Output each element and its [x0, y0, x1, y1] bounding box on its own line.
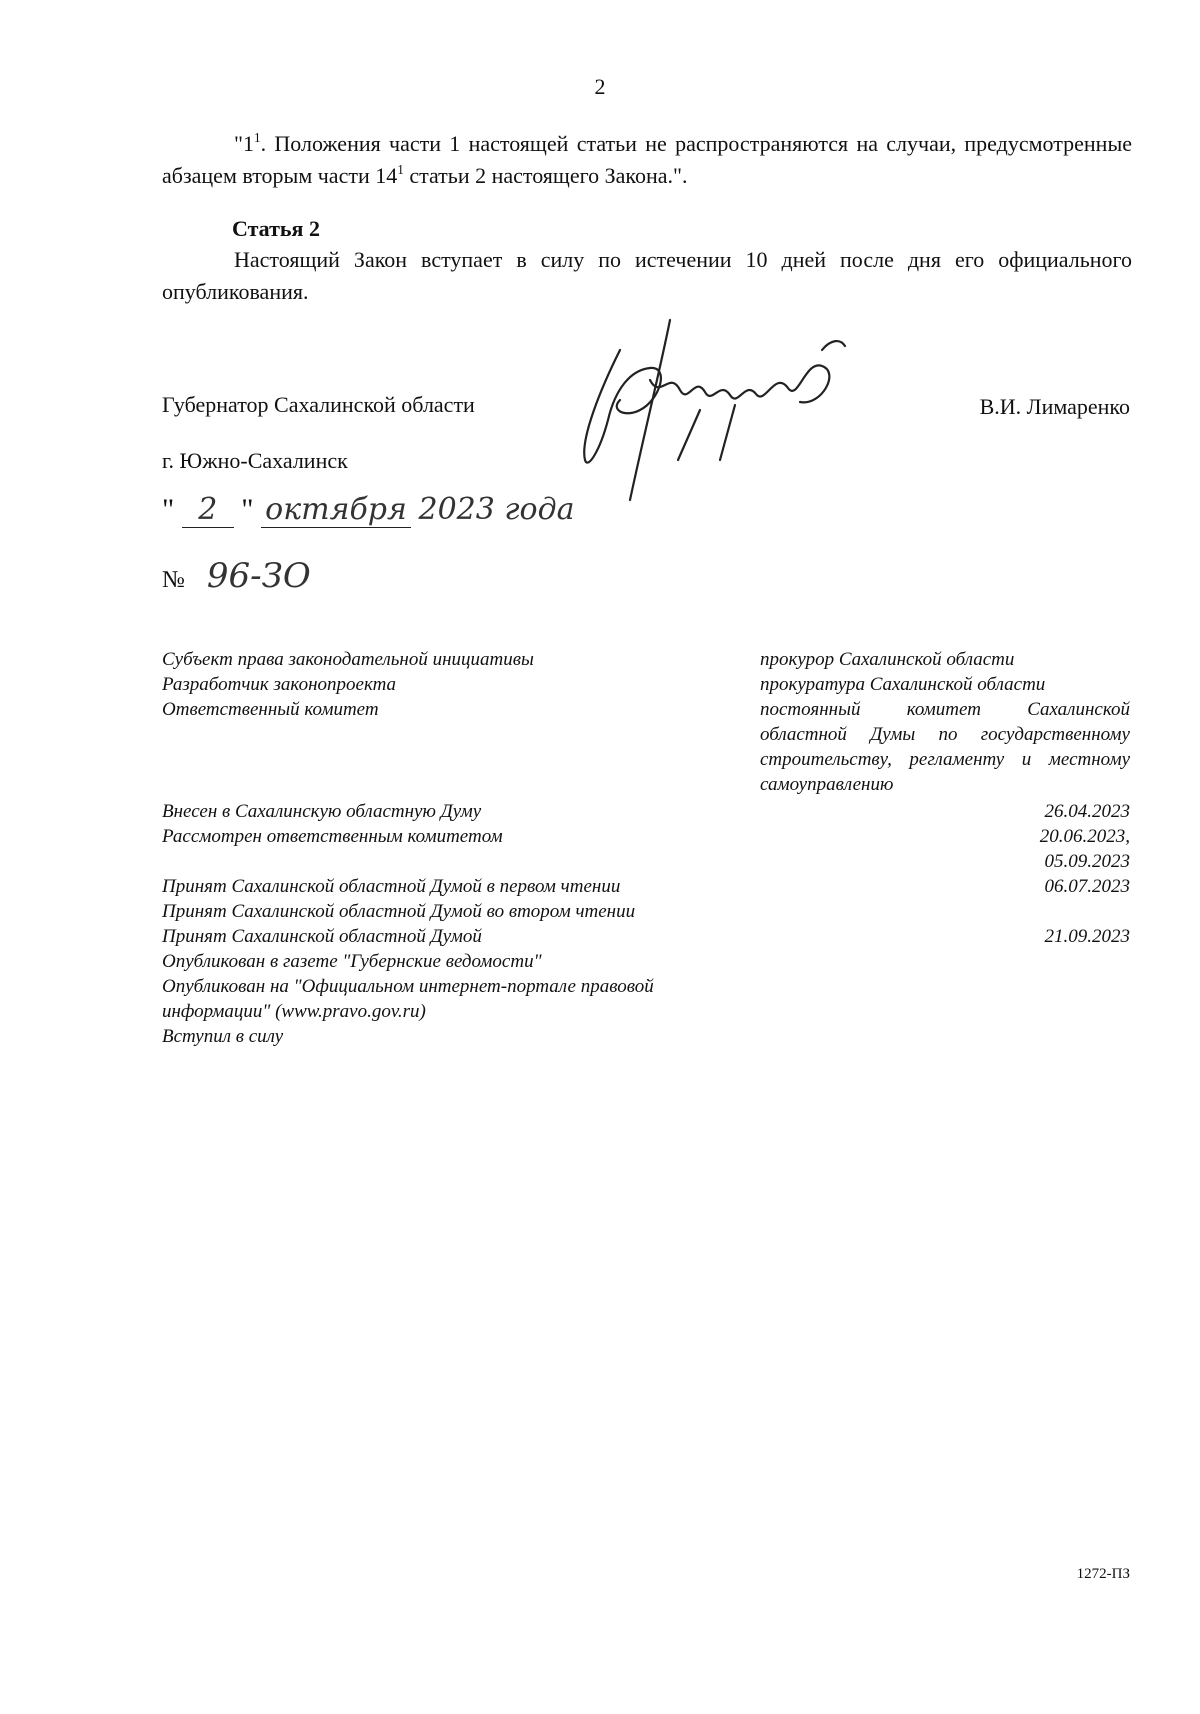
article-text: Настоящий Закон вступает в силу по истечении 10 дней после дня его официального опубликования. — [162, 247, 1132, 304]
introduced-label: Внесен в Сахалинскую областную Думу — [162, 801, 482, 822]
history-dates — [1040, 799, 1130, 949]
governor-position: Губернатор Сахалинской области — [162, 392, 475, 417]
number-label: № — [162, 567, 185, 593]
handwritten-signature — [560, 310, 900, 510]
document-code: 1272-ПЗ — [1076, 1566, 1130, 1582]
adopted-date: 21.09.2023 — [1044, 926, 1130, 947]
governor-name: В.И. Лимаренко — [979, 394, 1130, 419]
adopted-label: Принят Сахалинской областной Думой — [162, 926, 482, 947]
date-line — [162, 492, 575, 528]
clause-text-part1: . Положения части 1 настоящей статьи не распространяются на случаи, предусмотренные абзацем вторым части 14 — [162, 131, 1132, 188]
committee-label: Ответственный комитет — [162, 699, 379, 720]
reviewed-date-1: 20.06.2023, — [1039, 826, 1130, 847]
committee-value: постоянный комитет Сахалинской областной Думы по государственному строительству, регламенту и местному самоуправлению — [760, 699, 1130, 795]
developer-value: прокуратура Сахалинской области — [760, 674, 1046, 695]
date-open-quote: " — [162, 493, 175, 526]
clause-superscript: 1 — [253, 129, 261, 145]
in-force-label: Вступил в силу — [162, 1026, 284, 1047]
law-number-line — [162, 556, 311, 596]
meta-values — [760, 647, 1130, 797]
clause-superscript-2: 1 — [397, 161, 404, 177]
clause-paragraph — [162, 128, 1132, 192]
published-portal-label: Опубликован на "Официальном интернет-портале правовой информации" (www.pravo.gov.ru) — [162, 976, 654, 1022]
clause-text-part2: статьи 2 настоящего Закона.". — [403, 163, 688, 188]
developer-label: Разработчик законопроекта — [162, 674, 397, 695]
subject-value: прокурор Сахалинской области — [760, 649, 1015, 670]
meta-labels — [162, 647, 534, 722]
reviewed-date-2: 05.09.2023 — [1044, 851, 1130, 872]
clause-open-quote: "1 — [234, 131, 254, 156]
law-number: 96-ЗО — [206, 556, 311, 596]
subject-label: Субъект права законодательной инициативы — [162, 649, 534, 670]
article-heading: Статья 2 — [232, 216, 320, 241]
page-number: 2 — [594, 74, 606, 99]
date-day: 2 — [182, 492, 234, 528]
published-gazette-label: Опубликован в газете "Губернские ведомости" — [162, 951, 542, 972]
second-reading-label: Принят Сахалинской областной Думой во втором чтении — [162, 901, 636, 922]
city: г. Южно-Сахалинск — [162, 448, 348, 473]
date-month: октября — [261, 492, 411, 528]
date-close-quote: " — [241, 493, 254, 526]
first-reading-date: 06.07.2023 — [1044, 876, 1130, 897]
date-year: 2023 года — [418, 492, 575, 527]
history-labels — [162, 799, 762, 1049]
reviewed-label: Рассмотрен ответственным комитетом — [162, 826, 503, 847]
introduced-date: 26.04.2023 — [1044, 801, 1130, 822]
first-reading-label: Принят Сахалинской областной Думой в первом чтении — [162, 876, 621, 897]
